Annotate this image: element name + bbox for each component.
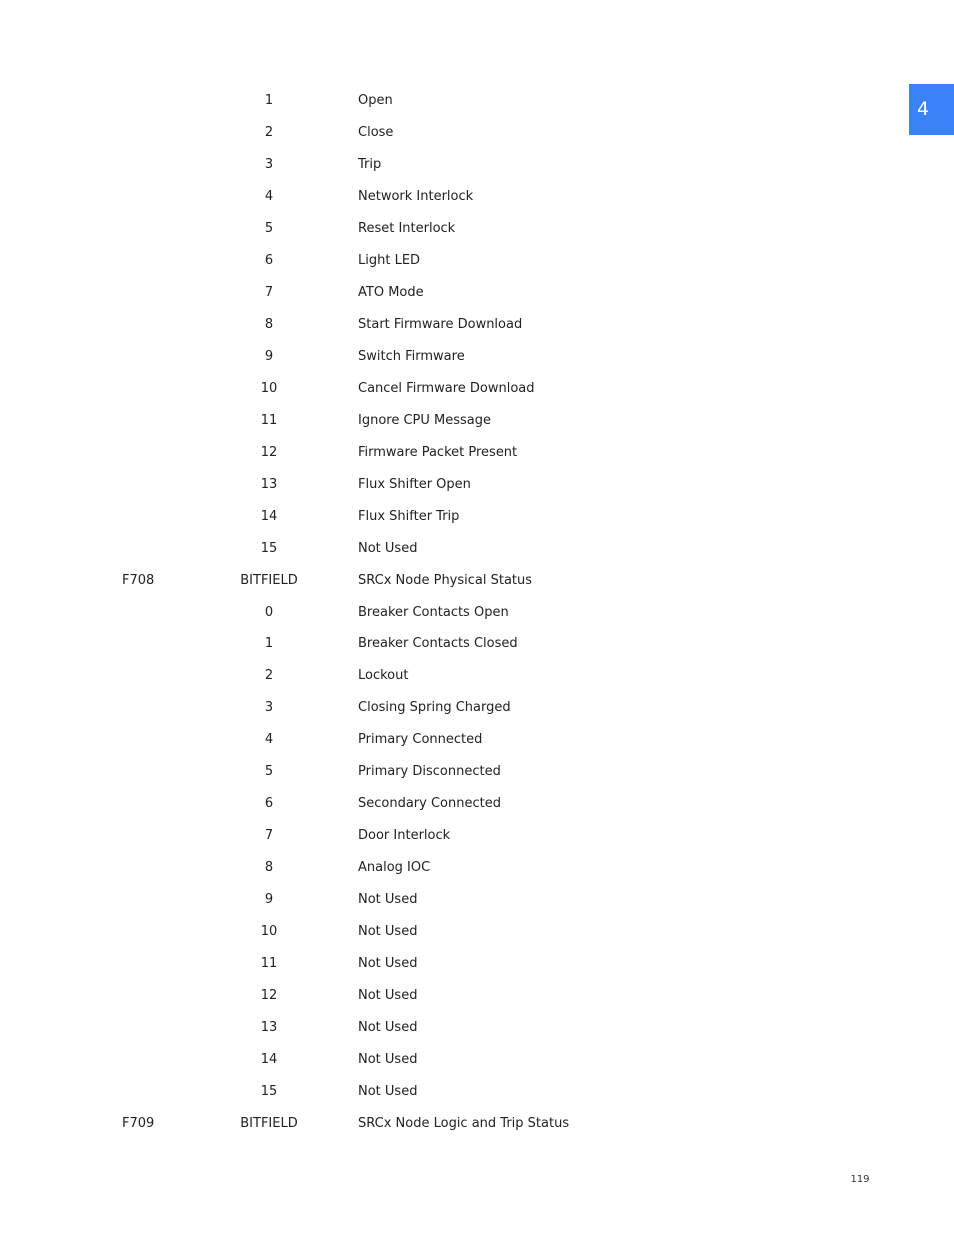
bit-value: 11 <box>260 412 278 428</box>
bit-value: 6 <box>264 252 274 268</box>
bit-description: Secondary Connected <box>358 796 501 812</box>
bit-value: 1 <box>264 636 274 652</box>
bit-value: 9 <box>264 348 274 364</box>
bit-value: 8 <box>264 860 274 876</box>
bit-value: 2 <box>264 668 274 684</box>
bit-value: 15 <box>260 540 278 556</box>
bit-description: Breaker Contacts Closed <box>358 636 518 652</box>
table-row <box>0 309 954 341</box>
table-row <box>0 980 954 1012</box>
bit-description: Flux Shifter Trip <box>358 508 460 524</box>
bit-value: 5 <box>264 220 274 236</box>
bit-value: 12 <box>260 444 278 460</box>
table-row <box>0 884 954 916</box>
table-row <box>0 341 954 373</box>
bit-description: Ignore CPU Message <box>358 412 492 428</box>
bit-description: Cancel Firmware Download <box>358 380 535 396</box>
bit-description: Open <box>358 93 393 108</box>
bit-description: Primary Disconnected <box>358 764 501 780</box>
bit-description: Trip <box>358 156 382 172</box>
bit-value: 10 <box>260 380 278 396</box>
bit-description: Door Interlock <box>358 828 451 844</box>
bit-description: Not Used <box>358 892 418 908</box>
bit-value: 14 <box>260 1052 278 1068</box>
bit-description: Not Used <box>358 1084 418 1100</box>
table-row <box>0 405 954 437</box>
table-row <box>0 1076 954 1108</box>
table-row <box>0 437 954 469</box>
bit-value: 4 <box>264 732 274 748</box>
table-row <box>0 1012 954 1044</box>
bit-value: BITFIELD <box>240 1116 298 1131</box>
table-row <box>0 565 954 597</box>
bit-value: 9 <box>264 892 274 908</box>
table-row <box>0 724 954 756</box>
table-row <box>0 533 954 565</box>
table-row <box>0 948 954 980</box>
chapter-tab: 4 <box>909 84 954 135</box>
table-row <box>0 692 954 724</box>
format-code: F708 <box>122 572 155 588</box>
bit-description: ATO Mode <box>358 284 424 300</box>
bit-value: 2 <box>264 124 274 140</box>
bit-description: SRCx Node Logic and Trip Status <box>358 1116 570 1131</box>
bit-description: Not Used <box>358 1052 418 1068</box>
table-row <box>0 597 954 629</box>
bit-description: Closing Spring Charged <box>358 700 511 716</box>
bit-description: Not Used <box>358 1020 418 1036</box>
table-row <box>0 469 954 501</box>
bit-value: 8 <box>264 316 274 332</box>
table-row <box>0 756 954 788</box>
bit-description: Start Firmware Download <box>358 316 523 332</box>
table-row <box>0 85 954 117</box>
bit-description: Switch Firmware <box>358 348 465 364</box>
table-row <box>0 1044 954 1076</box>
table-row <box>0 788 954 820</box>
table-row <box>0 149 954 181</box>
bit-value: 10 <box>260 924 278 940</box>
table-row <box>0 916 954 948</box>
bit-description: Reset Interlock <box>358 220 456 236</box>
bit-value: BITFIELD <box>240 572 298 588</box>
bit-description: Not Used <box>358 924 418 940</box>
bit-value: 0 <box>264 604 274 620</box>
table-row <box>0 660 954 692</box>
bit-description: Not Used <box>358 540 418 556</box>
bit-value: 5 <box>264 764 274 780</box>
bit-description: Light LED <box>358 252 421 268</box>
table-row <box>0 852 954 884</box>
format-code: F709 <box>122 1116 155 1131</box>
table-row <box>0 373 954 405</box>
bit-description: Lockout <box>358 668 409 684</box>
bit-description: Breaker Contacts Open <box>358 604 509 620</box>
table-row <box>0 277 954 309</box>
table-row <box>0 501 954 533</box>
bit-description: Network Interlock <box>358 188 474 204</box>
bit-value: 1 <box>264 93 274 108</box>
table-row <box>0 628 954 660</box>
bit-description: Close <box>358 124 394 140</box>
table-row <box>0 245 954 277</box>
bit-description: Flux Shifter Open <box>358 476 471 492</box>
bit-value: 13 <box>260 1020 278 1036</box>
table-row <box>0 213 954 245</box>
bit-description: Analog IOC <box>358 860 431 876</box>
bit-value: 6 <box>264 796 274 812</box>
bit-description: Firmware Packet Present <box>358 444 518 460</box>
bit-description: Not Used <box>358 988 418 1004</box>
bit-value: 7 <box>264 284 274 300</box>
bit-value: 3 <box>264 700 274 716</box>
bit-description: Not Used <box>358 956 418 972</box>
page-number: 119 <box>850 1174 870 1185</box>
bit-value: 3 <box>264 156 274 172</box>
table-row <box>0 181 954 213</box>
table-row <box>0 820 954 852</box>
table-row <box>0 117 954 149</box>
bit-value: 12 <box>260 988 278 1004</box>
format-code-table <box>0 85 954 1140</box>
bit-value: 7 <box>264 828 274 844</box>
bit-value: 4 <box>264 188 274 204</box>
bit-value: 15 <box>260 1084 278 1100</box>
bit-value: 11 <box>260 956 278 972</box>
table-row <box>0 1108 954 1140</box>
bit-description: SRCx Node Physical Status <box>358 572 533 588</box>
bit-value: 13 <box>260 476 278 492</box>
bit-value: 14 <box>260 508 278 524</box>
bit-description: Primary Connected <box>358 732 483 748</box>
